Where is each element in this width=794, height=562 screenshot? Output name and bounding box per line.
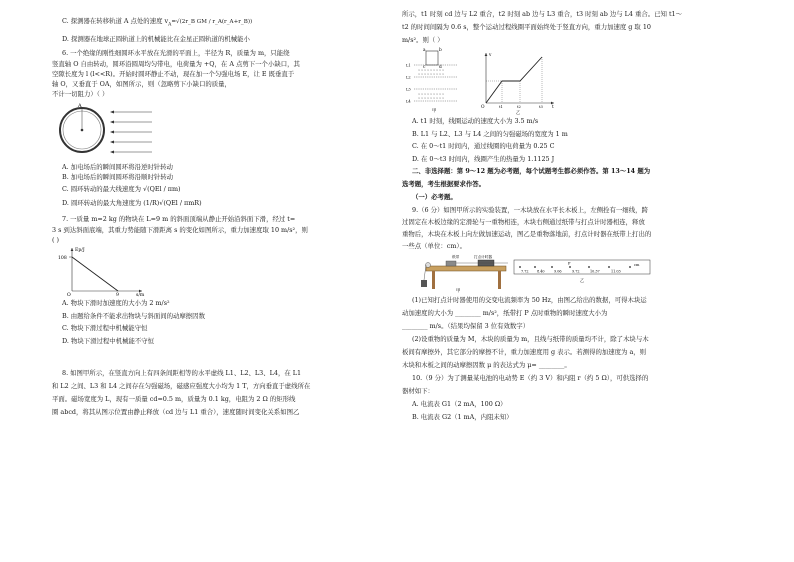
timer-apparatus-diagram xyxy=(402,252,662,294)
q8-line: 和 L2 之间、L3 和 L4 之间存在匀强磁场，磁感应强度大小均为 1 T，方向垂直于虚线所在 xyxy=(52,382,311,391)
q7-energy-graph xyxy=(52,245,397,297)
q6-option-c: C. 圆环转动的最大线速度为 √(QEl / πm) xyxy=(62,185,181,194)
q8-option-c: C. 在 0～t1 时间内，通过线圈的电荷量为 0.25 C xyxy=(412,142,555,150)
section-2-heading: 二、非选择题：第 9～12 题为必考题，每个试题考生都必须作答。第 13～14 题为 xyxy=(412,167,651,175)
required-questions-heading: （一）必考题。 xyxy=(412,193,457,201)
q6-option-d: D. 圆环转动的最大角速度为 (1/R)√(QEl / πmR) xyxy=(62,199,202,208)
q8-line: 8. 如图甲所示，在竖直方向上有四条间距相等的水平虚线 L1、L2、L3、L4，在 L1 xyxy=(62,369,302,378)
q9-part-line: (1)已知打点计时器使用的交变电流频率为 50 Hz，由图乙给出的数据，可得木块运 xyxy=(412,296,647,304)
line-l3: L3 xyxy=(406,87,411,92)
tape-segment: 8.40 xyxy=(537,269,545,274)
question-10 xyxy=(402,372,747,424)
q8-cont-line: 所示，t1 时刻 cd 边与 L2 重合，t2 时刻 ab 边与 L3 重合，t3 时刻 ab 边与 L4 重合。已知 t1～ xyxy=(402,10,682,18)
tape-point-p: P xyxy=(568,261,571,266)
q6-option-b: B. 加电场后的瞬间圆环将沿顺时针转动 xyxy=(62,173,174,182)
coil-field-diagram xyxy=(402,47,582,115)
svg-text:× × × × × × × × ×: × × × × × × × × × xyxy=(418,97,445,100)
chart-t2: t2 xyxy=(517,105,521,109)
question-6 xyxy=(52,48,397,210)
svg-text:× × × × × × × × ×: × × × × × × × × × xyxy=(418,69,445,72)
q8-cont-line: m/s²。则（ ） xyxy=(402,36,444,44)
q6-option-a: A. 加电场后的瞬间圆环将沿逆时针转动 xyxy=(62,162,173,171)
q6-line: 6. 一个绝缘的刚性细圆环水平放在光滑的平面上，半径为 R，质量为 m，只能绕 xyxy=(62,49,290,58)
chart-v: v xyxy=(489,53,492,58)
q8-line: 平面。磁场宽度为 L，现有一质量 cd=0.5 m，质量为 0.1 kg，电阻为 2 Ω 的矩形线 xyxy=(52,395,296,404)
fig-timer-label: 打点计时器 xyxy=(474,255,492,259)
q6-line: 空隙长度为 l (l<<R)。开始时圆环静止不动，现在加一个匀强电场 E，让 E 既垂直于 xyxy=(52,69,295,78)
q8-cont-line: t2 的时间间隔为 0.6 s，整个运动过程线圈平面始终处于竖直方向，重力加速度 g 取 10 xyxy=(402,23,651,31)
q7-ytick: 108 xyxy=(58,256,67,262)
q7-xlabel: s/m xyxy=(136,293,145,298)
q9-part-line: 木块和木板之间的动摩擦因数 μ 的表达式为 μ= ________。 xyxy=(402,361,571,369)
chart-t1: t1 xyxy=(499,105,503,109)
q9-apparatus-figure xyxy=(402,252,747,294)
q7-ylabel: Ep/J xyxy=(75,248,85,254)
fig-jia: 甲 xyxy=(456,289,461,294)
q7-line: 7. 一质量 m=2 kg 的物块在 L=9 m 的斜面顶端从静止开始沿斜面下滑，经过 t= xyxy=(62,215,296,224)
q9-line: 重物后，木块在木板上向左做加速运动，图乙是重物落地前，打点计时器在纸带上打出的 xyxy=(402,230,652,238)
tape-segment: 9.72 xyxy=(572,269,580,274)
svg-text:× × × × × × × × ×: × × × × × × × × × xyxy=(418,93,445,96)
q6-line: 不计一切阻力）（ ） xyxy=(52,90,109,99)
q10-option-b: B. 电流表 G2（1 mA，内阻未知） xyxy=(412,413,513,421)
fig-yi: 乙 xyxy=(516,111,521,115)
q9-part-line: 板间有摩擦外，其它部分的摩擦不计，重力加速度用 g 表示。若测得的加速度为 a，则 xyxy=(402,348,647,356)
q6-label-a: A xyxy=(78,102,82,109)
tape-unit: cm xyxy=(634,263,640,267)
chart-o: O xyxy=(481,105,485,110)
q7-line: ( ) xyxy=(52,235,60,244)
q6-ring-figure xyxy=(52,100,397,162)
q8-option-a: A. t1 时刻，线圈运动的速度大小为 3.5 m/s xyxy=(412,117,539,125)
q9-part-line: ________ m/s。（结果均保留 3 位有效数字） xyxy=(402,322,530,330)
question-7 xyxy=(52,214,397,347)
q8-line: 圈 abcd，将其从图示位置由静止释放（cd 边与 L1 重合），速度随时间变化关系如图乙 xyxy=(52,408,300,417)
chart-t: t xyxy=(552,105,554,110)
tape-segment: 10.37 xyxy=(590,269,600,274)
q9-line: 过固定在木板边缘的定滑轮与一重物相连，木块右侧通过纸带与打点计时器相连，释放 xyxy=(402,218,645,226)
tape-segment: 7.72 xyxy=(521,269,529,274)
q8-figures xyxy=(402,47,747,115)
coil-label-b: b xyxy=(439,48,442,53)
q9-line: 9.（6 分）如图甲所示的实验装置，一木块放在水平长木板上，左侧拴有一细线，跨 xyxy=(412,206,648,214)
charged-ring-diagram xyxy=(52,100,162,162)
left-column xyxy=(52,8,397,419)
q7-xtick: 9 xyxy=(116,293,119,298)
q8-option-b: B. L1 与 L2、L3 与 L4 之间的匀强磁场的宽度为 1 m xyxy=(412,129,568,138)
tape-segment: 9.06 xyxy=(554,269,562,274)
fig-jia: 甲 xyxy=(432,109,437,114)
q8-option-d: D. 在 0～t3 时间内，线圈产生的热量为 1.1125 J xyxy=(412,154,555,163)
coil-label-a: a xyxy=(423,48,426,53)
q7-option-b: B. 由题给条件不能求出物块与斜面间的动摩擦因数 xyxy=(62,311,205,320)
coil-label-d: d xyxy=(439,65,442,70)
q9-part-line: 动加速度的大小为 ________ m/s²，纸带打 P 点时重物的瞬时速度大小为 xyxy=(402,309,608,317)
line-l1: L1 xyxy=(406,63,411,68)
q7-option-a: A. 物块下滑时加速度的大小为 2 m/s² xyxy=(62,299,170,308)
potential-energy-graph xyxy=(52,245,162,297)
q6-line: 轴 O，又垂直于 OA，如图所示，则（忽略剪下小缺口的质量， xyxy=(52,80,231,89)
coil-label-c: c xyxy=(423,65,426,70)
q10-line: 10.（9 分）为了测量某电池的电动势 E（约 3 V）和内阻 r（约 5 Ω），可供选择的 xyxy=(412,374,649,382)
q9-part-line: (2)设重物的质量为 M，木块的质量为 m，且线与纸带的质量均不计，除了木块与木 xyxy=(412,335,649,343)
q5-option-d: D. 探测器在地球正圆轨道上的机械能比在金星正圆轨道的机械能小 xyxy=(62,35,250,43)
svg-text:× × × × × × × × ×: × × × × × × × × × xyxy=(418,73,445,76)
q7-origin: O xyxy=(67,293,71,298)
right-column xyxy=(402,8,747,424)
q7-option-c: C. 物块下滑过程中机械能守恒 xyxy=(62,324,148,333)
q9-line: 一些点（单位：cm）。 xyxy=(402,242,466,250)
q10-option-a: A. 电流表 G1（2 mA，100 Ω） xyxy=(412,400,507,408)
q7-line: 3 s 到达斜面底端，其重力势能随下滑距离 s 的变化如图所示，重力加速度取 10 m/s²，则 xyxy=(52,225,308,234)
q7-option-d: D. 物块下滑过程中机械能不守恒 xyxy=(62,336,155,345)
q5-option-c: C. 探测器在转移轨道 A 点处的速度 $v_A=√(2r\_B$ GM / r_A(r_A+r_B)) xyxy=(62,17,253,28)
fig-tape-label: 纸带 xyxy=(452,255,460,259)
q10-line: 器材如下： xyxy=(402,387,434,395)
q6-line: 竖直轴 O 自由转动，圆环沿圆周均匀带电，电荷量为 +Q，在 A 点剪下一个小缺口，其 xyxy=(52,59,300,68)
section-2-heading-cont: 选考题，考生根据要求作答。 xyxy=(402,180,486,188)
question-8 xyxy=(52,367,397,419)
tape-segment: 11.03 xyxy=(611,269,621,274)
chart-t3: t3 xyxy=(539,105,543,109)
line-l4: L4 xyxy=(406,99,411,104)
question-9 xyxy=(402,204,747,372)
line-l2: L2 xyxy=(406,75,411,80)
fig-yi: 乙 xyxy=(580,279,585,284)
